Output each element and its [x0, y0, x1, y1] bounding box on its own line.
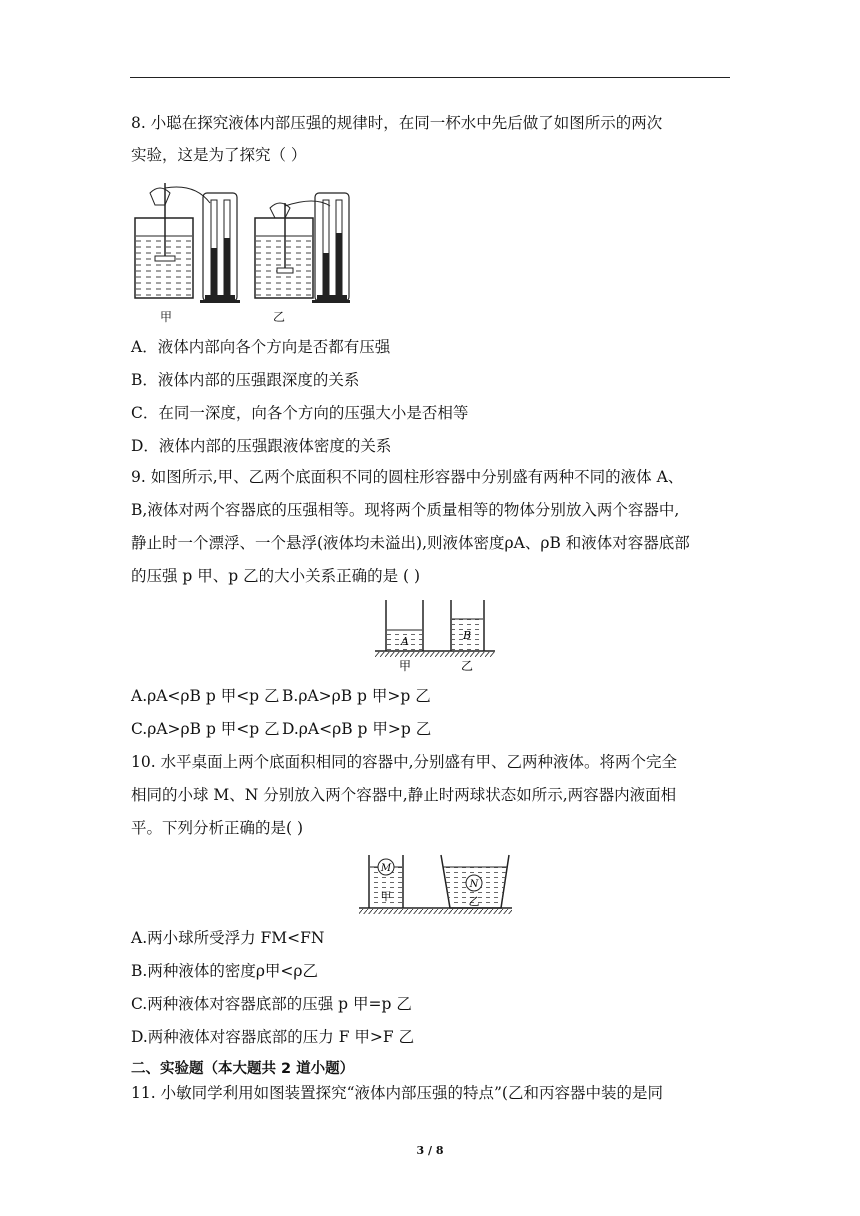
q10-ball-m: M	[380, 863, 392, 874]
q9-option-c: C.ρA>ρB p 甲<p 乙	[131, 720, 280, 738]
q9-stem-line4: 的压强 p 甲、p 乙的大小关系正确的是 ( )	[131, 567, 421, 585]
q8-label-jia: 甲	[160, 310, 173, 324]
manometer-yi	[312, 193, 350, 303]
manometer-jia	[200, 193, 240, 303]
q8-label-yi: 乙	[273, 310, 286, 324]
q9-liquid-b: B	[462, 629, 472, 642]
q9-liquid-a: A	[401, 635, 409, 648]
q9-stem-line2: B,液体对两个容器底的压强相等。现将两个质量相等的物体分别放入两个容器中,	[131, 501, 680, 519]
q10-stem-line2: 相同的小球 M、N 分别放入两个容器中,静止时两球状态如所示,两容器内液面相	[131, 786, 677, 804]
q11-stem-line1: 11. 小敏同学利用如图装置探究“液体内部压强的特点”(乙和丙容器中装的是同	[131, 1084, 663, 1102]
q8-option-c: C．在同一深度，向各个方向的压强大小是否相等	[131, 404, 469, 422]
section-title: 二、实验题（本大题共 2 道小题）	[131, 1061, 355, 1077]
q10-option-c: C.两种液体对容器底部的压强 p 甲=p 乙	[131, 995, 412, 1013]
q9-label-yi: 乙	[460, 659, 474, 672]
q8-stem-line1: 8. 小聪在探究液体内部压强的规律时，在同一杯水中先后做了如图所示的两次	[131, 114, 663, 132]
q10-label-jia: 甲	[380, 890, 392, 903]
q8-option-b: B．液体内部的压强跟深度的关系	[131, 371, 360, 389]
q9-stem-line3: 静止时一个漂浮、一个悬浮(液体均未溢出),则液体密度ρA、ρB 和液体对容器底部	[131, 534, 690, 552]
q9-label-jia: 甲	[398, 659, 412, 672]
q10-stem-line1: 10. 水平桌面上两个底面积相同的容器中,分别盛有甲、乙两种液体。将两个完全	[131, 753, 678, 771]
q10-figure	[357, 850, 517, 918]
container-yi	[451, 600, 484, 651]
q10-label-yi: 乙	[468, 895, 480, 908]
header-rule	[130, 77, 730, 78]
q8-stem-line2: 实验，这是为了探究（ ）	[131, 146, 307, 164]
q8-option-d: D．液体内部的压强跟液体密度的关系	[131, 437, 392, 455]
q10-stem-line3: 平。下列分析正确的是( )	[131, 819, 304, 837]
q9-figure	[370, 597, 500, 672]
q10-option-b: B.两种液体的密度ρ甲<ρ乙	[131, 962, 319, 980]
q9-option-d: D.ρA<ρB p 甲>p 乙	[282, 720, 432, 738]
beaker-yi	[255, 201, 330, 298]
page-number: 3 / 8	[416, 1144, 444, 1157]
q9-option-b: B.ρA>ρB p 甲>p 乙	[282, 687, 431, 705]
q10-option-a: A.两小球所受浮力 FM<FN	[131, 929, 325, 947]
beaker-jia	[135, 183, 210, 298]
q9-stem-line1: 9. 如图所示,甲、乙两个底面积不同的圆柱形容器中分别盛有两种不同的液体 A、	[131, 468, 684, 486]
q9-option-a: A.ρA<ρB p 甲<p 乙	[131, 687, 280, 705]
q10-ball-n: N	[469, 879, 479, 890]
q8-figure	[125, 178, 350, 323]
q8-option-a: A．液体内部向各个方向是否都有压强	[131, 338, 391, 356]
q10-option-d: D.两种液体对容器底部的压力 F 甲>F 乙	[131, 1028, 415, 1046]
